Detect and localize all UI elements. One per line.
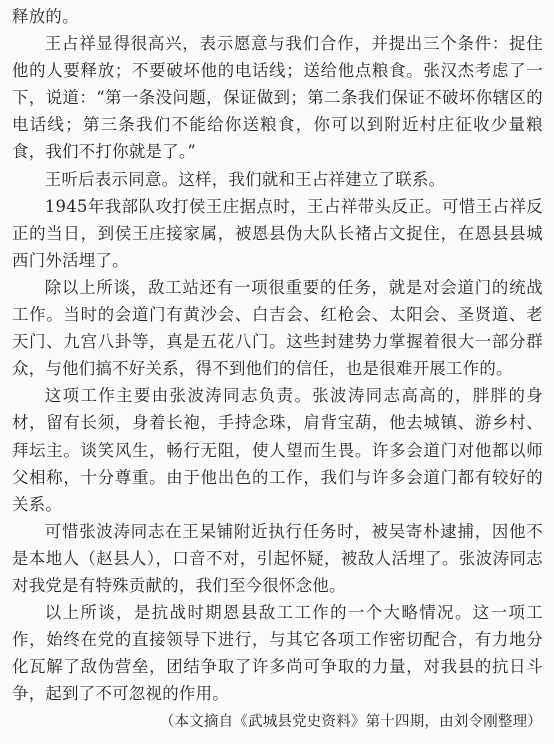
paragraph-zhang-botao-death: 可惜张波涛同志在王杲铺附近执行任务时，被吴寄朴逮捕，因他不是本地人（赵县人），口音不对，引起怀疑，被敌人活埋了。张波涛同志对我党是有特殊贡献的，我们至今很怀念他。: [12, 521, 543, 595]
paragraph-1945-uprising: 1945年我部队攻打侯王庄据点时，王占祥带头反正。可惜王占祥反正的当日，到侯王庄接家属，被恩县伪大队长褚占文捉住，在恩县县城西门外活埋了。: [12, 196, 543, 270]
paragraph-sect-united-front: 除以上所谈，敌工站还有一项很重要的任务，就是对会道门的统战工作。当时的会道门有黄沙会、白吉会、红枪会、太阳会、圣贤道、老天门、九宫八卦等，真是五花八门。这些封建势力掌握着很大一部分群众，与他们搞不好关系，得不到他们的信任，也是很难开展工作的。: [12, 277, 543, 379]
paragraph-wang-agrees: 王听后表示同意。这样，我们就和王占祥建立了联系。: [44, 169, 446, 189]
paragraph-wang-conditions: 王占祥显得很高兴，表示愿意与我们合作，并提出三个条件：捉住他的人要释放；不要破坏他的电话线；送给他点粮食。张汉杰考虑了一下，说道：“第一条没问题，保证做到；第二条我们保证不破坏你辖区的电话线；第三条我们不能给你送粮食，你可以到附近村庄征收少量粮食，我们不打你就是了。”: [12, 34, 543, 162]
paragraph-release-ending: 释放的。: [12, 7, 79, 26]
paragraph-zhang-botao: 这项工作主要由张波涛同志负责。张波涛同志高高的，胖胖的身材，留有长须，身着长袍，手持念珠，肩背宝葫，他去城镇、游乡村、拜坛主。谈笑风生，畅行无阻，使人望而生畏。许多会道门对他都以师父相称，十分尊重。由于他出色的工作，我们与许多会道门都有较好的关系。: [12, 386, 543, 514]
article-body: [12, 3, 543, 707]
paragraph-conclusion: 以上所谈，是抗战时期恩县敌工工作的一个大略情况。这一项工作，始终在党的直接领导下进行，与其它各项工作密切配合，有力地分化瓦解了敌伪营垒，团结争取了许多尚可争取的力量，对我县的抗日斗争，起到了不可忽视的作用。: [12, 603, 543, 704]
source-caption: （本文摘自《武城县党史资料》第十四期，由刘令刚整理）: [159, 714, 542, 730]
